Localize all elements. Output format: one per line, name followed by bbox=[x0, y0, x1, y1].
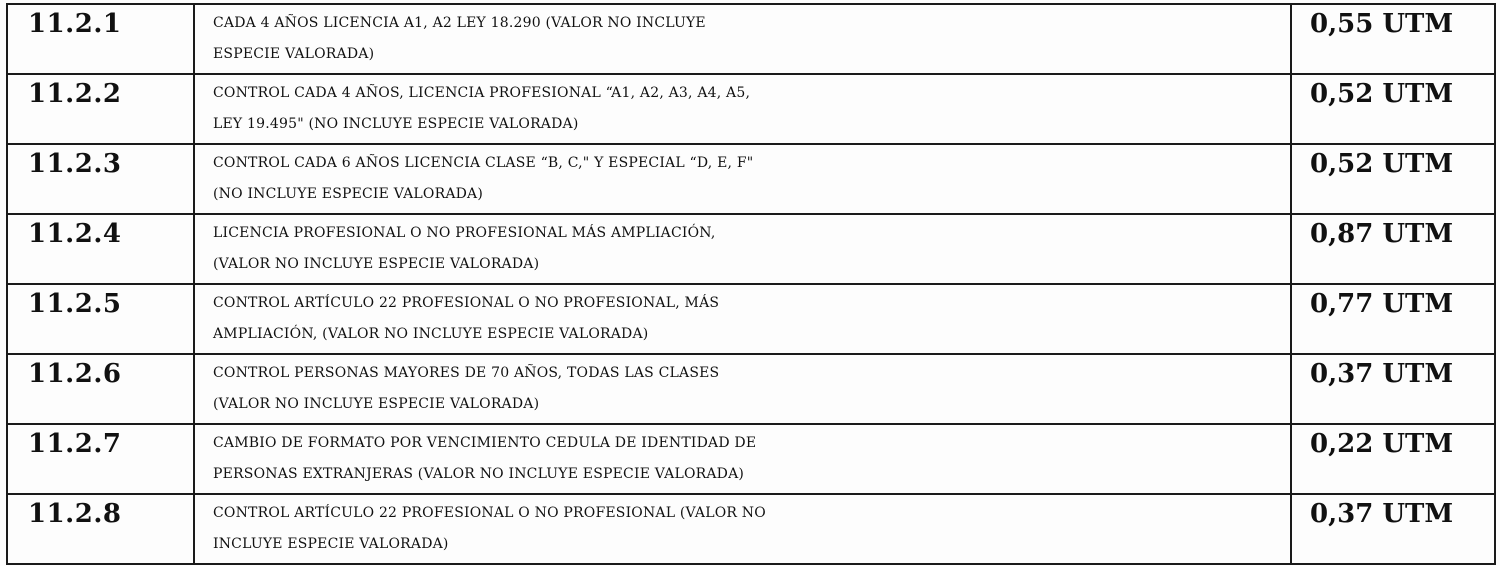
item-description bbox=[194, 144, 1291, 214]
item-code: 11.2.2 bbox=[7, 74, 194, 144]
item-description bbox=[194, 4, 1291, 74]
description-line: CONTROL PERSONAS MAYORES DE 70 AÑOS, TODAS LAS CLASES bbox=[213, 365, 720, 381]
table-row bbox=[7, 214, 1495, 284]
description-line: CONTROL ARTÍCULO 22 PROFESIONAL O NO PROFESIONAL (VALOR NO bbox=[213, 505, 766, 521]
description-line: (VALOR NO INCLUYE ESPECIE VALORADA) bbox=[213, 396, 540, 412]
description-line: PERSONAS EXTRANJERAS (VALOR NO INCLUYE ESPECIE VALORADA) bbox=[213, 466, 745, 482]
item-code: 11.2.6 bbox=[7, 354, 194, 424]
description-line: CONTROL CADA 4 AÑOS, LICENCIA PROFESIONAL “A1, A2, A3, A4, A5, bbox=[213, 85, 751, 101]
item-code: 11.2.7 bbox=[7, 424, 194, 494]
item-value: 0,52 UTM bbox=[1291, 144, 1495, 214]
item-description bbox=[194, 354, 1291, 424]
item-code: 11.2.3 bbox=[7, 144, 194, 214]
description-line: LICENCIA PROFESIONAL O NO PROFESIONAL MÁS AMPLIACIÓN, bbox=[213, 225, 716, 241]
description-line: CADA 4 AÑOS LICENCIA A1, A2 LEY 18.290 (VALOR NO INCLUYE bbox=[213, 15, 706, 31]
description-line: CONTROL CADA 6 AÑOS LICENCIA CLASE “B, C," Y ESPECIAL “D, E, F" bbox=[213, 155, 754, 171]
item-description bbox=[194, 494, 1291, 564]
table-row bbox=[7, 144, 1495, 214]
item-value: 0,22 UTM bbox=[1291, 424, 1495, 494]
description-line: (NO INCLUYE ESPECIE VALORADA) bbox=[213, 186, 484, 202]
item-code: 11.2.5 bbox=[7, 284, 194, 354]
item-value: 0,37 UTM bbox=[1291, 354, 1495, 424]
table-row bbox=[7, 424, 1495, 494]
item-value: 0,87 UTM bbox=[1291, 214, 1495, 284]
description-line: INCLUYE ESPECIE VALORADA) bbox=[213, 536, 449, 552]
item-value: 0,77 UTM bbox=[1291, 284, 1495, 354]
description-line: ESPECIE VALORADA) bbox=[213, 46, 375, 62]
table-row bbox=[7, 354, 1495, 424]
item-code: 11.2.4 bbox=[7, 214, 194, 284]
table-row bbox=[7, 74, 1495, 144]
table-row bbox=[7, 494, 1495, 564]
item-description bbox=[194, 284, 1291, 354]
description-line: CONTROL ARTÍCULO 22 PROFESIONAL O NO PROFESIONAL, MÁS bbox=[213, 295, 720, 311]
item-value: 0,37 UTM bbox=[1291, 494, 1495, 564]
description-line: AMPLIACIÓN, (VALOR NO INCLUYE ESPECIE VALORADA) bbox=[213, 326, 649, 342]
item-description bbox=[194, 214, 1291, 284]
description-line: LEY 19.495" (NO INCLUYE ESPECIE VALORADA) bbox=[213, 116, 579, 132]
table-row bbox=[7, 4, 1495, 74]
item-description bbox=[194, 424, 1291, 494]
item-code: 11.2.8 bbox=[7, 494, 194, 564]
item-value: 0,55 UTM bbox=[1291, 4, 1495, 74]
fee-table bbox=[6, 3, 1496, 565]
table-row bbox=[7, 284, 1495, 354]
item-code: 11.2.1 bbox=[7, 4, 194, 74]
item-description bbox=[194, 74, 1291, 144]
description-line: (VALOR NO INCLUYE ESPECIE VALORADA) bbox=[213, 256, 540, 272]
description-line: CAMBIO DE FORMATO POR VENCIMIENTO CEDULA DE IDENTIDAD DE bbox=[213, 435, 757, 451]
item-value: 0,52 UTM bbox=[1291, 74, 1495, 144]
